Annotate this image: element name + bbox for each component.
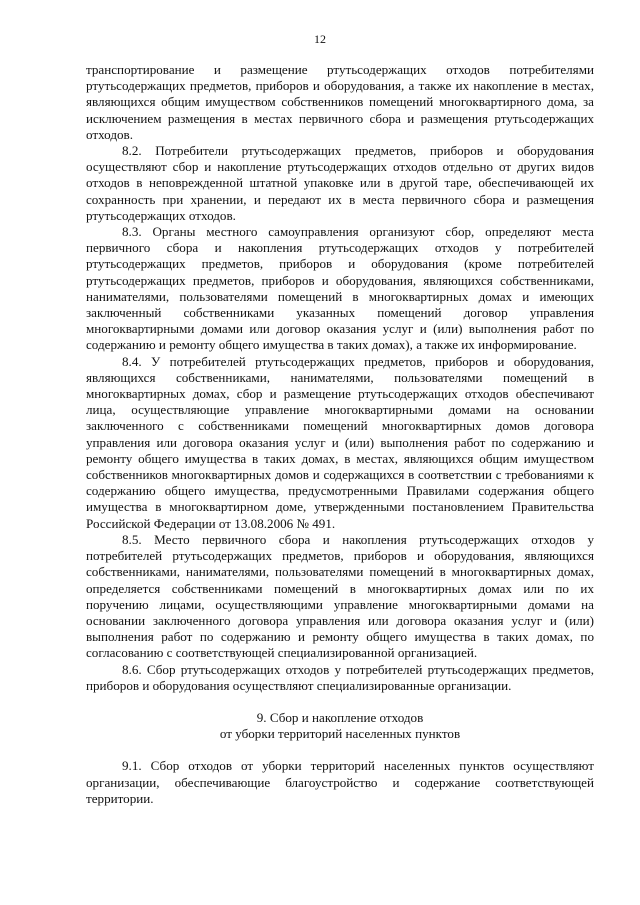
paragraph-8-6: 8.6. Сбор ртутьсодержащих отходов у потребителей ртутьсодержащих предметов, приборов и оборудования осуществляют специализированные организации.	[86, 661, 594, 693]
paragraph-continuation: транспортирование и размещение ртутьсодержащих отходов потребителями ртутьсодержащих предметов, приборов и оборудования, а также их накопление в местах, являющихся общим имуществом собственников помещений многоквартирного дома, за исключением размещения в местах первичного сбора и размещения ртутьсодержащих отходов.	[86, 62, 594, 142]
paragraph-8-5: 8.5. Место первичного сбора и накопления ртутьсодержащих отходов у потребителей ртутьсодержащих предметов, приборов и оборудования, являющихся собственниками, нанимателями, пользователями помещений в многоквартирных домах, определяется собственниками помещений в многоквартирных домах или по их поручению лицами, осуществляющими управление многоквартирными домами на основании заключенного договора управления или договора оказания услуг и (или) выполнения работ по содержанию и ремонту общего имущества в таких домах, по согласованию с соответствующей специализированной организацией.	[86, 531, 594, 661]
section-heading	[86, 710, 594, 742]
section-heading-line-2: от уборки территорий населенных пунктов	[219, 726, 461, 742]
paragraph-9-1: 9.1. Сбор отходов от уборки территорий населенных пунктов осуществляют организации, обеспечивающие благоустройство и содержание соответствующей территории.	[86, 758, 594, 806]
document-body	[86, 62, 594, 807]
paragraph-8-3: 8.3. Органы местного самоуправления организуют сбор, определяют места первичного сбора и накопления ртутьсодержащих отходов у потребителей ртутьсодержащих предметов, приборов и оборудования (кроме потребителей ртутьсодержащих предметов, приборов и оборудования, являющихся собственниками, нанимателями, пользователями помещений в многоквартирных домах и имеющих заключенный собственниками указанных помещений договор управления многоквартирными домами или договор оказания услуг и (или) выполнения работ по содержанию и ремонту общего имущества в таких домах), а также их информирование.	[86, 224, 594, 353]
section-heading-line-1: 9. Сбор и накопление отходов	[256, 709, 424, 725]
paragraph-8-2: 8.2. Потребители ртутьсодержащих предметов, приборов и оборудования осуществляют сбор и накопление ртутьсодержащих отходов отдельно от других видов отходов в неповрежденной штатной упаковке или в другой таре, обеспечивающей их сохранность при хранении, и передают их в места первичного сбора и размещения ртутьсодержащих отходов.	[86, 143, 594, 223]
paragraph-8-4: 8.4. У потребителей ртутьсодержащих предметов, приборов и оборудования, являющихся собственниками, нанимателями, пользователями помещений в многоквартирных домах, сбор и размещение ртутьсодержащих отходов обеспечивают лица, осуществляющие управление многоквартирными домами на основании заключенного с собственниками помещений многоквартирных домов договора управления или договора оказания услуг и (или) выполнения работ по содержанию и ремонту общего имущества в таких домах, в местах, являющихся общим имуществом собственников многоквартирных домов и содержащихся в соответствии с требованиями к содержанию общего имущества, предусмотренными Правилами содержания общего имущества в многоквартирном доме, утвержденными постановлением Правительства Российской Федерации от 13.08.2006 № 491.	[86, 353, 594, 531]
page-number: 12	[314, 32, 326, 46]
